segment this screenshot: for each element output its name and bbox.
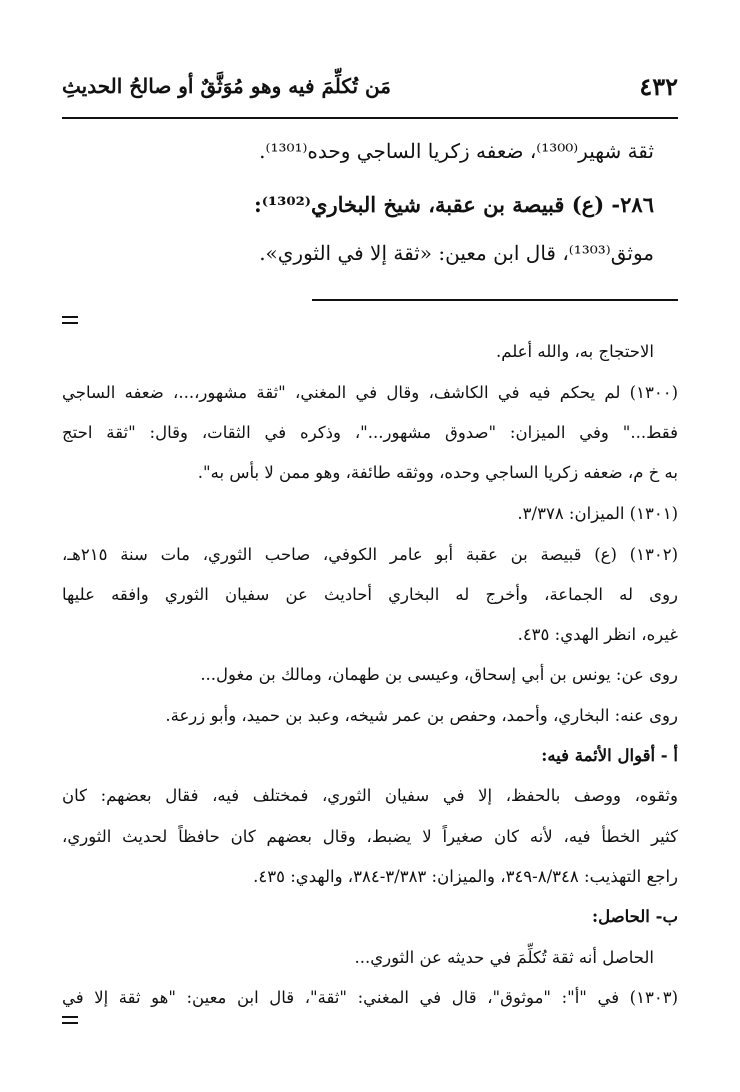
entry-text: موثق⁽¹³⁰³⁾، قال ابن معين: «ثقة إلا في الثوري». [259, 241, 654, 265]
footnote-line: (١٣٠٣) في "أ": "موثوق"، قال في المغني: "ثقة"، قال ابن معين: "هو ثقة إلا في [62, 988, 678, 1007]
footnote-line: (١٣٠٠) لم يحكم فيه في الكاشف، وقال في المغني، "ثقة مشهور،...، ضعفه الساجي [62, 383, 678, 402]
entry-heading: ٢٨٦- (ع) قبيصة بن عقبة، شيخ البخاري⁽¹³⁰²⁾: [253, 192, 654, 217]
footnote-line: الاحتجاج به، والله أعلم. [495, 342, 654, 361]
continuation-mark [62, 316, 78, 324]
footnote-line: روى له الجماعة، وأخرج له البخاري أحاديث عن سفيان الثوري وافقه عليها [62, 585, 678, 604]
footnote-line: روى عن: يونس بن أبي إسحاق، وعيسى بن طهمان، ومالك بن مغول... [200, 665, 678, 684]
continuation-mark [62, 1016, 78, 1024]
footnote-line: به خ م، ضعفه زكريا الساجي وحده، ووثقه طائفة، وهو ممن لا بأس به". [197, 463, 678, 482]
footnote-line: روى عنه: البخاري، وأحمد، وحفص بن عمر شيخه، وعبد بن حميد، وأبو زرعة. [165, 706, 678, 725]
footnote-subheading: أ - أقوال الأئمة فيه: [541, 746, 678, 765]
footnote-line: وثقوه، ووصف بالحفظ، إلا في سفيان الثوري، فمختلف فيه، فقال بعضهم: كان [62, 786, 678, 805]
page-header [62, 66, 678, 106]
footnote-line: فقط..." وفي الميزان: "صدوق مشهور..."، وذكره في الثقات، وقال: "ثقة احتج [62, 423, 678, 442]
footnote-line: (١٣٠٢) (ع) قبيصة بن عقبة أبو عامر الكوفي، صاحب الثوري، مات سنة ٢١٥هـ، [62, 545, 678, 564]
footnote-line: غيره، انظر الهدي: ٤٣٥. [517, 625, 678, 644]
footnote-line: راجع التهذيب: ٨/٣٤٨-٣٤٩، والميزان: ٣/٣٨٣-٣٨٤، والهدي: ٤٣٥. [253, 867, 678, 886]
running-title: مَن تُكلِّمَ فيه وهو مُوَثَّقٌ أو صالحُ الحديثِ [62, 74, 391, 98]
footnote-line: كثير الخطأ فيه، لأنه كان صغيراً لا يضبط، وقال بعضهم كان حافظاً لحديث الثوري، [62, 827, 678, 846]
footnote-line: (١٣٠١) الميزان: ٣/٣٧٨. [517, 504, 678, 523]
footnote-line: الحاصل أنه ثقة تُكلِّمَ في حديثه عن الثوري... [354, 948, 654, 967]
main-text-line: ثقة شهير⁽¹³⁰⁰⁾، ضعفه زكريا الساجي وحده⁽¹³⁰¹⁾. [259, 139, 654, 163]
header-rule [62, 117, 678, 119]
footnotes-rule [312, 299, 678, 301]
page-number: ٤٣٢ [639, 71, 678, 101]
footnote-subheading: ب- الحاصل: [591, 907, 678, 926]
